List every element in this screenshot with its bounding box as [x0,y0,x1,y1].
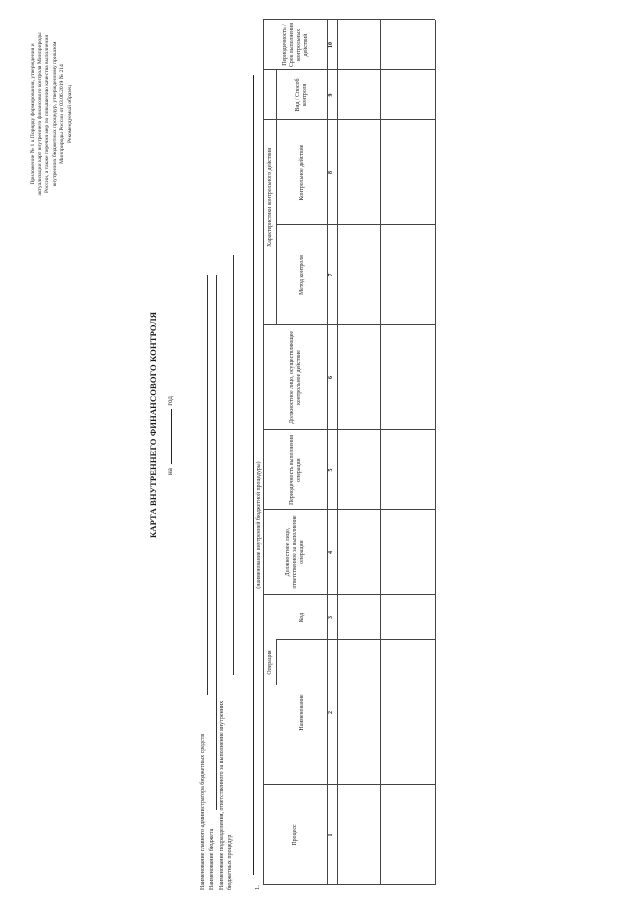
procedure-code: 1. [254,885,261,890]
field-budget-label: Наименование бюджета [209,828,215,890]
year-suffix: год [166,396,174,406]
column-number: 10 [328,42,334,48]
table-border-bottom [435,20,436,885]
column-number: 4 [328,551,334,554]
row-line [380,20,381,885]
procedure-caption: (наименование внутренней бюджетной процедуры) [256,461,262,589]
col-divider [263,429,435,430]
approval-line: Приложение № 1 к Порядку формирования, утверждения и [30,43,36,185]
column-number: 9 [328,93,334,97]
header-control-group: Характеристики контрольного действия [266,148,273,247]
approval-line: Минприроды России от 03.06.2019 № 214 [58,64,65,164]
field-admin-label: Наименование главного администратора бюджетных средств [200,733,206,890]
header-process: Процесс [292,824,298,846]
approval-line: внутренних бюджетных процедур, утвержденному приказом [51,41,58,187]
header-operation-group: Операция [266,650,273,675]
column-number: 8 [328,171,334,174]
header-controller: Должностное лицо, осуществляющее контрольное действие [288,331,302,424]
column-number: 1 [328,833,334,837]
header-responsible: Должностное лицо, ответственное за выполнение операции [285,515,305,589]
header-periodicity-operation: Периодичность выполнения операции [288,435,302,505]
header-method: Метод контроля [298,255,305,295]
column-number: 5 [328,468,334,472]
recommended-sample: Рекомендуемый образец [67,85,74,144]
column-number: 6 [328,376,334,379]
numbers-bottom-line [337,20,338,885]
header-control-action: Контрольное действие [298,144,305,201]
approval-line: России, а также перечня мер по повышению качества выполнения [44,35,51,193]
col-divider [263,509,435,510]
col-divider [263,69,435,70]
header-periodicity-control: Периодичность / Срок выполнения контрольных действий [281,23,309,67]
column-number: 2 [328,711,334,714]
year-prefix: на [166,468,174,475]
header-code: Код [298,612,305,623]
header-name: Наименование [298,694,305,731]
column-number: 7 [328,273,334,277]
col-divider [263,19,435,20]
header-control-type: Вид / Способ контроля [295,78,308,112]
approval-line: актуализации карт внутреннего финансового контроля Минприроды [37,32,44,196]
document-title: КАРТА ВНУТРЕННЕГО ФИНАНСОВОГО КОНТРОЛЯ [148,311,158,539]
column-number: 3 [328,616,334,619]
field-division-label: Наименование подразделения, ответственного за выполнение внутренних бюджетных процедур [219,700,233,890]
